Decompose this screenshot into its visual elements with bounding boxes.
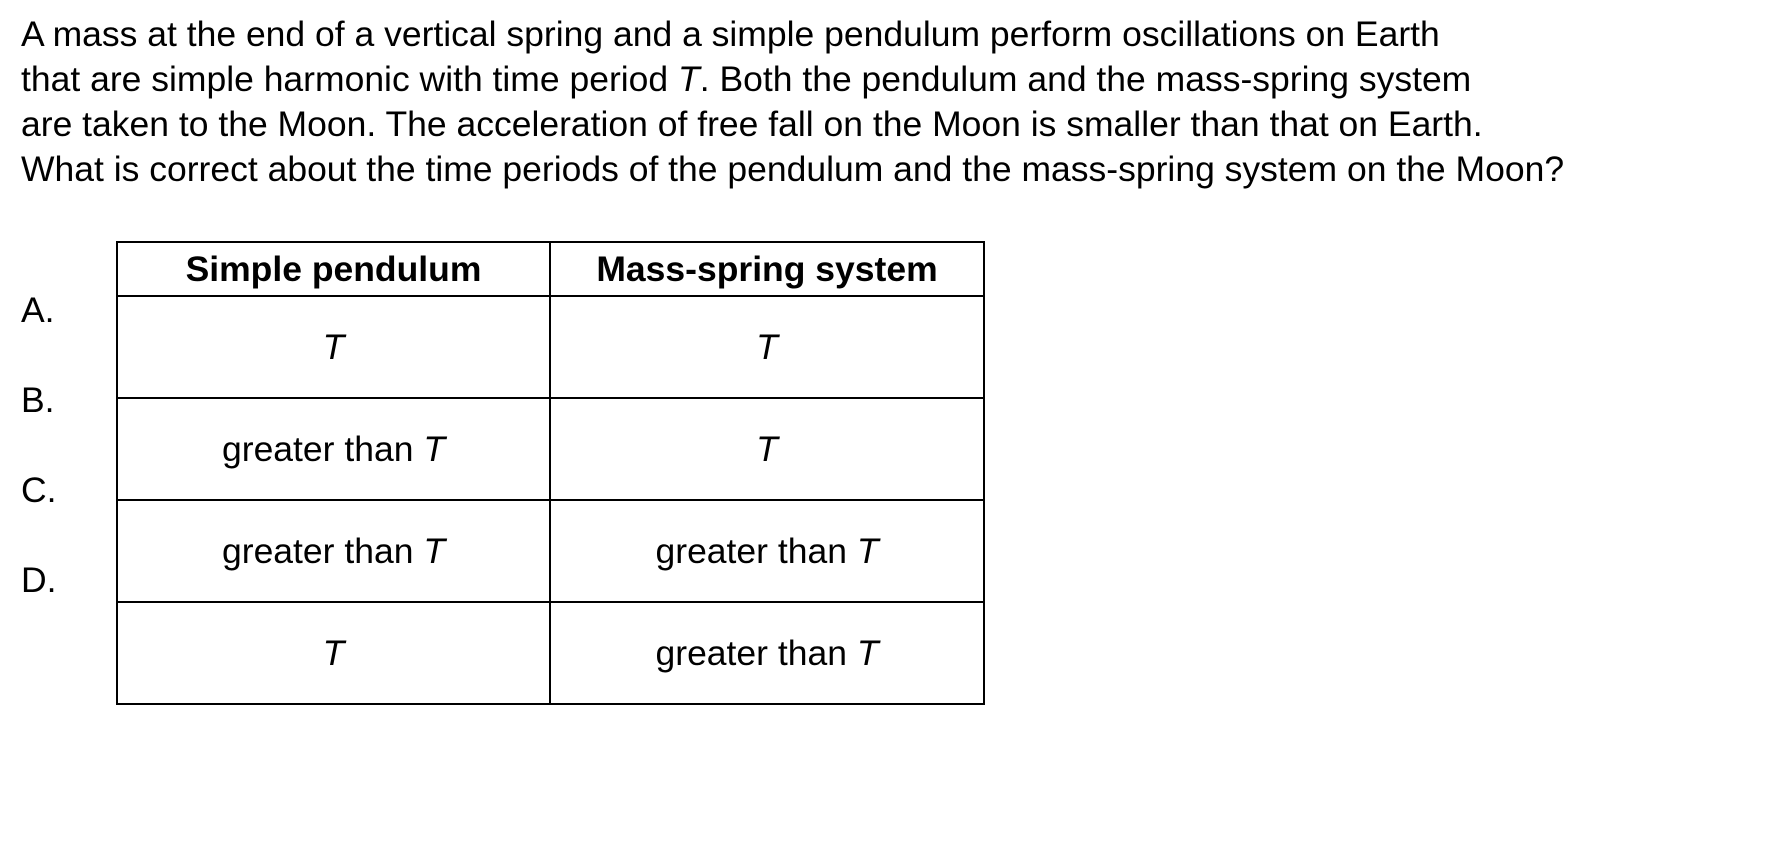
cell-a-spring: T xyxy=(550,296,984,398)
table-row xyxy=(117,500,984,602)
cell-d-spring: greater than T xyxy=(550,602,984,704)
cell-c-pendulum: greater than T xyxy=(117,500,550,602)
question-line-4: What is correct about the time periods of the pendulum and the mass-spring system on the Moon? xyxy=(21,149,1565,189)
cell-b-spring: T xyxy=(550,398,984,500)
table-header-row xyxy=(117,242,984,296)
question-line-3: are taken to the Moon. The acceleration of free fall on the Moon is smaller than that on Earth. xyxy=(21,104,1483,144)
header-mass-spring-system: Mass-spring system xyxy=(550,242,984,296)
option-label-b: B. xyxy=(21,380,55,420)
option-label-d: D. xyxy=(21,560,57,600)
question-line-1: A mass at the end of a vertical spring and a simple pendulum perform oscillations on Earth xyxy=(21,14,1440,54)
header-simple-pendulum: Simple pendulum xyxy=(117,242,550,296)
answer-table xyxy=(116,241,985,705)
option-label-a: A. xyxy=(21,290,55,330)
cell-d-pendulum: T xyxy=(117,602,550,704)
table-row xyxy=(117,602,984,704)
cell-b-pendulum: greater than T xyxy=(117,398,550,500)
option-label-c: C. xyxy=(21,470,57,510)
question-text xyxy=(21,12,1721,192)
cell-c-spring: greater than T xyxy=(550,500,984,602)
table-row xyxy=(117,398,984,500)
cell-a-pendulum: T xyxy=(117,296,550,398)
table-row xyxy=(117,296,984,398)
question-line-2: that are simple harmonic with time period T. Both the pendulum and the mass-spring system xyxy=(21,59,1472,99)
